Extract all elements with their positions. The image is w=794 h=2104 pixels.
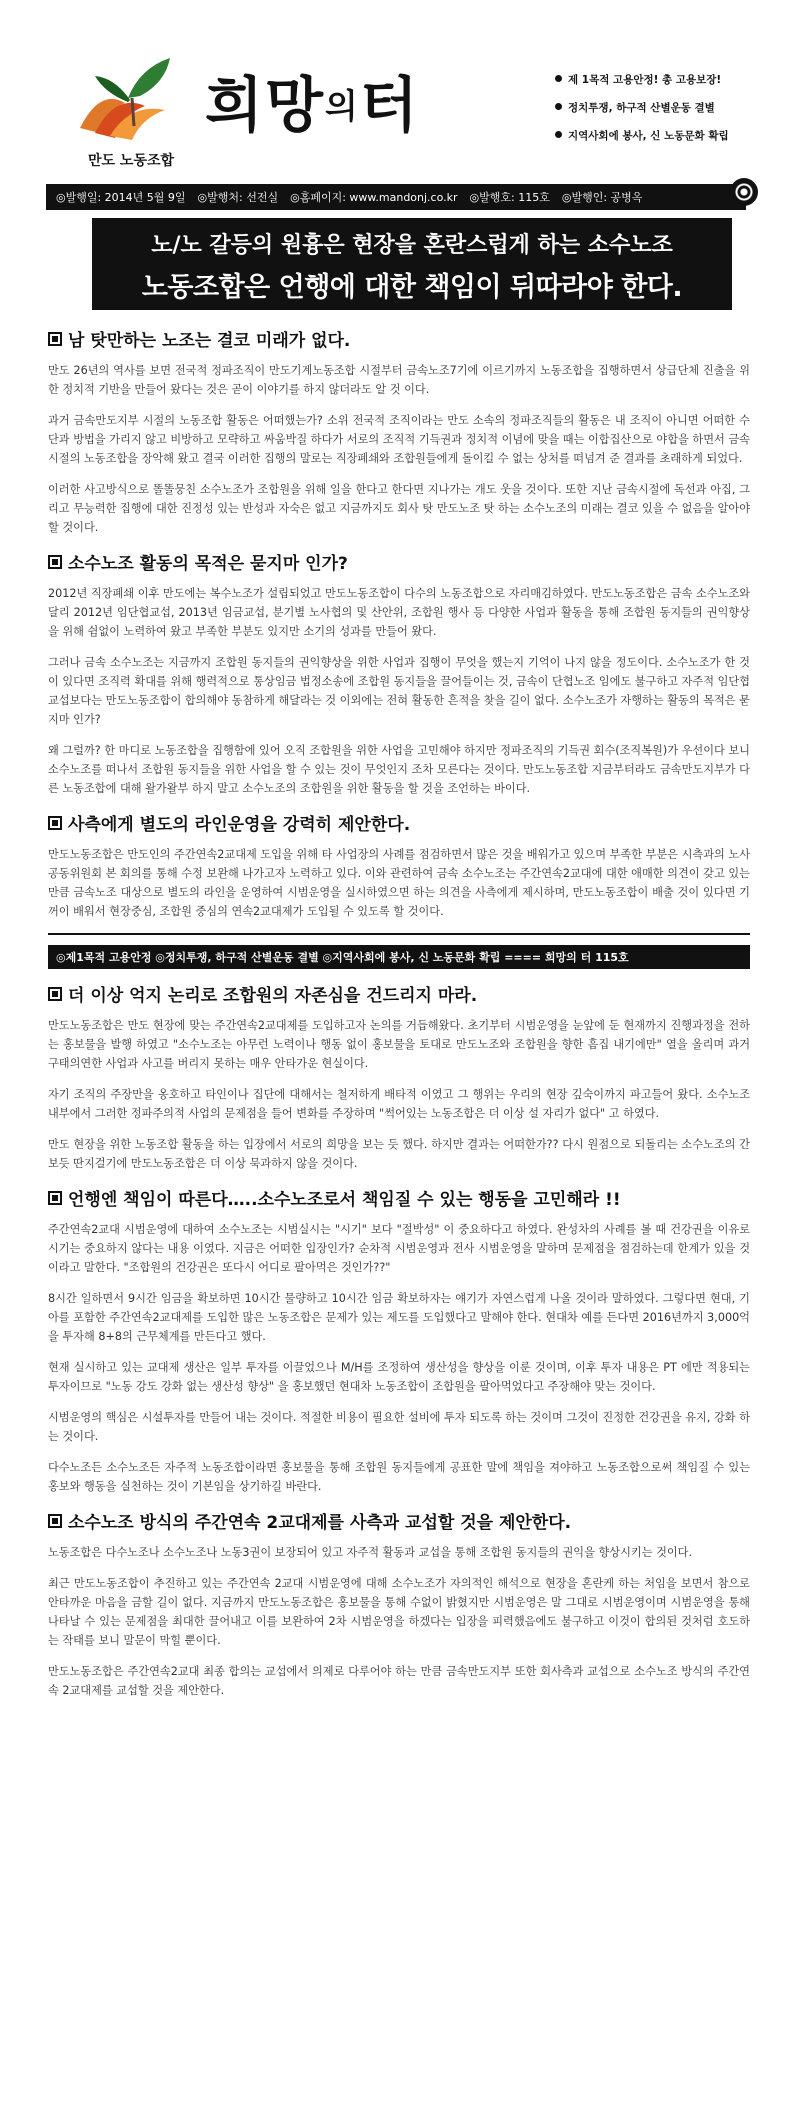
section-title: 언행엔 책임이 따른다…..소수노조로서 책임질 수 있는 행동을 고민해라 !! <box>48 1185 750 1210</box>
paragraph: 주간연속2교대 시범운영에 대하여 소수노조는 시범실시는 "시기" 보다 "절박성" 이 중요하다고 하였다. 완성차의 사례를 볼 때 건강권을 이유로 시기는 중요하지 않다는 내용 이였다. 지금은 어떠한 입장인가? 순차적 시범운영과 전사 시범운영을 말하며 문제점을 점검하는데 한계가 있을 것이라고 말한다. "조합원의 건강권은 또다시 어디로 팔아먹은 것인가??" <box>48 1223 750 1274</box>
homepage-link[interactable]: ◎홈페이지: www.mandonj.co.kr <box>290 191 458 204</box>
bullet-icon <box>555 75 562 82</box>
paragraph: 이러한 사고방식으로 똘똘뭉친 소수노조가 조합원을 위해 일을 한다고 한다면 지나가는 개도 웃을 것이다. 또한 지난 금속시절에 독선과 아집, 그리고 무능력한 집행에 대한 진정성 있는 반성과 자숙은 없고 지금까지도 회사 탓 만도노조 탓 하는 소수노조의 미래는 결코 있을 수 없음을 알아야 할 것이다. <box>48 483 750 534</box>
paragraph: 만도 현장을 위한 노동조합 활동을 하는 입장에서 서로의 희망을 보는 듯 했다. 하지만 결과는 어떠한가?? 다시 원점으로 되돌리는 소수노조의 간보듯 딴지걸기에 만도노동조합은 더 이상 묵과하지 않을 것이다. <box>48 1138 750 1170</box>
square-bullet-icon <box>48 1191 62 1205</box>
article-section-group-1 <box>48 326 750 921</box>
paragraph: 시범운영의 핵심은 시설투자를 만들어 내는 것이다. 적절한 비용이 필요한 설비에 투자 되도록 하는 것이며 그것이 진정한 건강권을 유지, 강화 하는 것이다. <box>48 1411 750 1443</box>
paragraph: 최근 만도노동조합이 추진하고 있는 주간연속 2교대 시범운영에 대해 소수노조가 자의적인 해석으로 현장을 혼란케 하는 처임을 보면서 참으로 안타까운 마음을 금할 길이 없다. 지금까지 만도노동조합은 홍보물을 통해 수없이 밝혔지만 시범운영은 말 그대로 시범운영이며 시범운영을 통해 나타날 수 있는 문제점을 최대한 끌어내고 이를 보완하여 2차 시범운영을 하겠다는 입장을 피력했음에도 불구하고 이것이 합의된 것처럼 호도하는 작태를 보니 말문이 막힐 뿐이다. <box>48 1577 750 1647</box>
section-title: 더 이상 억지 논리로 조합원의 자존심을 건드리지 마라. <box>48 981 750 1006</box>
union-logo-icon <box>70 48 190 148</box>
square-bullet-icon <box>48 1514 62 1528</box>
square-bullet-icon <box>48 332 62 346</box>
paragraph: 현재 실시하고 있는 교대제 생산은 일부 투자를 이끌었으나 M/H를 조정하여 생산성을 향상을 이룬 것이며, 이후 투자 내용은 PT 에만 적용되는 투자이므로 "노동 강도 강화 없는 생산성 향상" 을 홍보했던 현대차 노동조합이 조합원을 팔아먹었다고 주장해야 맞는 것이다. <box>48 1361 750 1393</box>
newsletter-title: 희망의터 <box>205 71 420 141</box>
slogan-banner: ◎제1목적 고용안정 ◎정치투쟁, 하구적 산별운동 결별 ◎지역사회에 봉사, 신 노동문화 확립 ==== 희망의 터 115호 <box>48 945 750 969</box>
paragraph: 왜 그럴까? 한 마디로 노동조합을 집행함에 있어 오직 조합원을 위한 사업을 고민해야 하지만 정파조직의 기득권 회수(조직복원)가 우선이다 보니 소수노조를 떠나서 조합원 동지들을 위한 사업을 할 수 있는 것이 무엇인지 조차 모른다는 것이다. 만도노동조합 지금부터라도 금속만도지부가 다른 노동조합에 대해 왈가왈부 하지 말고 소수노조의 조합원을 위한 활동을 할 것을 조언하는 바이다. <box>48 744 750 795</box>
headline-line-1: 노/노 갈등의 원흉은 현장을 혼란스럽게 하는 소수노조 <box>151 233 673 258</box>
section-title: 남 탓만하는 노조는 결코 미래가 없다. <box>48 326 750 351</box>
article-body <box>48 318 750 1712</box>
headline-line-2: 노동조합은 언행에 대한 책임이 뒤따라야 한다. <box>141 272 683 303</box>
paragraph: 만도 26년의 역사를 보면 전국적 정파조직이 만도기계노동조합 시절부터 금속노조7기에 이르기까지 노동조합을 집행하면서 상급단체 진출을 위한 정치적 기반을 만들어 왔다는 것은 곧이 이야기를 하지 않더라도 알 것 이다. <box>48 364 750 396</box>
publish-date: ◎발행일: 2014년 5월 9일 <box>56 191 186 204</box>
divider <box>48 933 750 935</box>
square-bullet-icon <box>48 987 62 1001</box>
article-section-group-2 <box>48 981 750 1700</box>
paragraph: 만도노동조합은 주간연속2교대 최종 합의는 교섭에서 의제로 다루어야 하는 만큼 금속만도지부 또한 회사측과 교섭으로 소수노조 방식의 주간연속 2교대제를 교섭할 것을 제안한다. <box>48 1665 750 1697</box>
publication-info-bar <box>46 184 746 210</box>
bullet-icon <box>555 103 562 110</box>
square-bullet-icon <box>48 816 62 830</box>
publisher: ◎발행처: 선전실 <box>197 191 279 204</box>
paragraph: 과거 금속만도지부 시절의 노동조합 활동은 어떠했는가? 소위 전국적 조직이라는 만도 소속의 정파조직들의 활동은 내 조직이 아니면 어떠한 수단과 방법을 가리지 않고 비방하고 모략하고 싸움박질 하다가 서로의 조직적 기득권과 정치적 이념에 맞을 때는 이합집산으로 야합을 하면서 금속시절의 노동조합을 장악해 왔고 결국 이러한 집행의 말로는 직장폐쇄와 조합원들에게 돌이킬 수 없는 상처를 떠넘겨 준 결과를 초래하게 되었다. <box>48 414 750 465</box>
slogan-item: 지역사회에 봉사, 신 노동문화 확립 <box>555 128 755 143</box>
editor: ◎발행인: 공병옥 <box>561 191 643 204</box>
bullet-icon <box>555 131 562 138</box>
paragraph: 자기 조직의 주장만을 옹호하고 타인이나 집단에 대해서는 철저하게 배타적 이였고 그 행위는 우리의 현장 깊숙이까지 파고들어 왔다. 소수노조 내부에서 그러한 정파주의적 사업의 문제점을 들어 변화를 주장하며 "썩어있는 노동조합은 더 이상 설 자리가 없다" 고 하였다. <box>48 1088 750 1120</box>
issue-number: ◎발행호: 115호 <box>469 191 550 204</box>
paragraph: 만도노동조합은 만도인의 주간연속2교대제 도입을 위해 타 사업장의 사례를 점검하면서 많은 것을 배워가고 있으며 부족한 부분은 시측과의 노사공동위원회 본 회의를 통해 수정 보완해 나가고자 노력하고 있다. 이와 관련하여 금속 소수노조는 주간연속2교대에 대한 애매한 의견이 갖고 있는 만큼 금속노조 대상으로 별도의 라인을 운영하여 시범운영을 실시하였으면 하는 의견을 사측에게 제시하며, 만도노동조합이 배출 것이 있다면 기꺼이 배워서 현장중심, 조합원 중심의 연속2교대제가 도입될 수 있도록 할 것이다. <box>48 848 750 918</box>
square-bullet-icon <box>48 555 62 569</box>
paragraph: 만도노동조합은 만도 현장에 맞는 주간연속2교대제를 도입하고자 논의를 거듭해왔다. 초기부터 시범운영을 눈앞에 둔 현재까지 진행과정을 전하는 홍보물을 발행 하였고 "소수노조는 아무런 노력이나 행동 없이 홍보물을 토대로 만도노조와 조합원을 향한 흠집 내기에만" 열을 올리며 과거 구태의연한 사업과 사고를 버리지 못하는 매우 안타가운 현실이다. <box>48 1019 750 1070</box>
slogan-list <box>555 72 755 156</box>
paragraph: 2012년 직장폐쇄 이후 만도에는 복수노조가 설립되었고 만도노동조합이 다수의 노동조합으로 자리매김하였다. 만도노동조합은 금속 소수노조와 달리 2012년 임단협교섭, 2013년 임금교섭, 분기별 노사협의 및 산안위, 조합원 행사 등 다양한 사업과 활동을 통해 조합원 동지들의 권익향상을 위해 쉼없이 노력하여 왔고 부족한 부분도 있지만 소기의 성과를 만들어 왔다. <box>48 587 750 638</box>
slogan-item: 정치투쟁, 하구적 산별운동 결별 <box>555 100 755 115</box>
paragraph: 다수노조든 소수노조든 자주적 노동조합이라면 홍보물을 통해 조합원 동지들에게 공표한 말에 책임을 져야하고 노동조합으로써 책임질 수 있는 홍보와 행동을 실천하는 것이 기본임을 상기하길 바란다. <box>48 1461 750 1493</box>
section-title: 사측에게 별도의 라인운영을 강력히 제안한다. <box>48 810 750 835</box>
seal-icon <box>730 178 758 206</box>
paragraph: 8시간 일하면서 9시간 임금을 확보하면 10시간 물량하고 10시간 임금 확보하자는 얘기가 자연스럽게 나올 것이라 말하였다. 그렇다면 현대, 기아를 포함한 주간연속2교대제를 도입한 많은 노동조합은 문제가 있는 제도를 도입했다고 말해야 한다. 현대차 예를 든다면 2016년까지 3,000억을 투자해 8+8의 근무체계를 만든다고 했다. <box>48 1292 750 1343</box>
paragraph: 그러나 금속 소수노조는 지금까지 조합원 동지들의 권익향상을 위한 사업과 집행이 무엇을 했는지 기억이 나지 않을 정도이다. 소수노조가 한 것이 있다면 조직력 확대를 위해 행력적으로 통상임금 법정소송에 조합원 동지들을 끌어들이는 것, 금속이 단협노조 임에도 불구하고 자주적 임단협 교섭보다는 만도노동조합이 합의해야 동참하게 해달라는 것 이외에는 전혀 활동한 흔적을 찾을 길이 없다. 소수노조가 자행하는 활동의 목적은 묻지마 인가? <box>48 656 750 726</box>
section-title: 소수노조 방식의 주간연속 2교대제를 사측과 교섭할 것을 제안한다. <box>48 1508 750 1533</box>
section-title: 소수노조 활동의 목적은 묻지마 인가? <box>48 549 750 574</box>
paragraph: 노동조합은 다수노조나 소수노조나 노동3권이 보장되어 있고 자주적 활동과 교섭을 통해 조합원 동지들의 권익을 향상시키는 것이다. <box>48 1546 693 1559</box>
masthead <box>0 0 794 180</box>
slogan-item: 제 1목적 고용안정! 총 고용보장! <box>555 72 755 87</box>
union-name: 만도 노동조합 <box>88 153 175 169</box>
main-headline <box>92 218 732 310</box>
